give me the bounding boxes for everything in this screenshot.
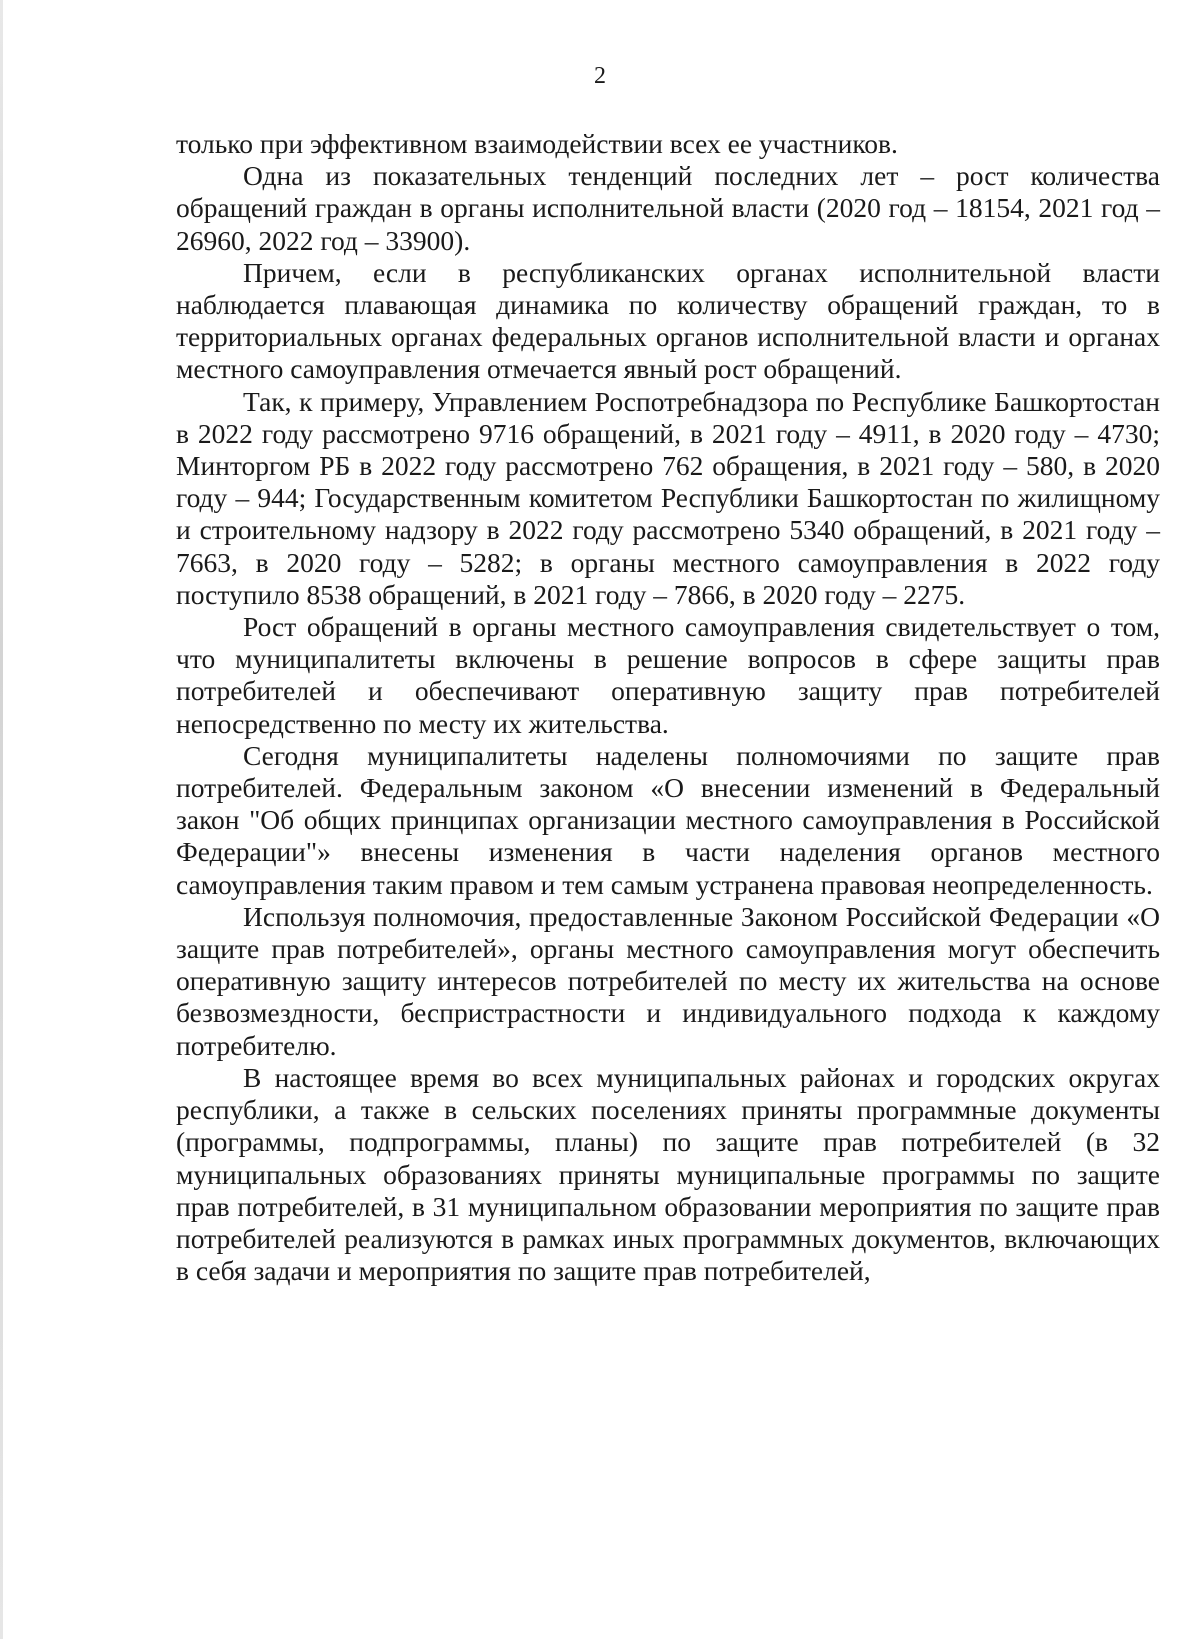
paragraph-3: Причем, если в республиканских органах исполнительной власти наблюдается плавающая динамика по количеству обращений граждан, то в территориальных органах федеральных органов исполнительной власти и органах местного самоуправления отмечается явный рост обращений.	[176, 256, 1160, 385]
paragraph-6: Сегодня муниципалитеты наделены полномочиями по защите прав потребителей. Федеральным законом «О внесении изменений в Федеральный закон "Об общих принципах организации местного самоуправления в Российской Федерации"» внесены изменения в части наделения органов местного самоуправления таким правом и тем самым устранена правовая неопределенность.	[176, 739, 1160, 900]
paragraph-1: только при эффективном взаимодействии всех ее участников.	[176, 128, 898, 159]
paragraph-7: Используя полномочия, предоставленные Законом Российской Федерации «О защите прав потребителей», органы местного самоуправления могут обеспечить оперативную защиту интересов потребителей по месту их жительства на основе безвозмездности, беспристрастности и индивидуального подхода к каждому потребителю.	[176, 900, 1160, 1061]
page-number: 2	[594, 63, 606, 89]
scan-edge-shadow	[0, 0, 3, 1639]
document-body	[176, 128, 1160, 1287]
paragraph-5: Рост обращений в органы местного самоуправления свидетельствует о том, что муниципалитеты включены в решение вопросов в сфере защиты прав потребителей и обеспечивают оперативную защиту прав потребителей непосредственно по месту их жительства.	[176, 611, 1160, 739]
paragraph-2: Одна из показательных тенденций последних лет – рост количества обращений граждан в органы исполнительной власти (2020 год – 18154, 2021 год – 26960, 2022 год – 33900).	[176, 160, 1160, 256]
paragraph-8: В настоящее время во всех муниципальных районах и городских округах республики, а также в сельских поселениях приняты программные документы (программы, подпрограммы, планы) по защите прав потребителей (в 32 муниципальных образованиях приняты муниципальные программы по защите прав потребителей, в 31 муниципальном образовании мероприятия по защите прав потребителей реализуются в рамках иных программных документов, включающих в себя задачи и мероприятия по защите прав потребителей,	[176, 1061, 1160, 1287]
paragraph-4: Так, к примеру, Управлением Роспотребнадзора по Республике Башкортостан в 2022 году рассмотрено 9716 обращений, в 2021 году – 4911, в 2020 году – 4730; Минторгом РБ в 2022 году рассмотрено 762 обращения, в 2021 году – 580, в 2020 году – 944; Государственным комитетом Республики Башкортостан по жилищному и строительному надзору в 2022 году рассмотрено 5340 обращений, в 2021 году – 7663, в 2020 году – 5282; в органы местного самоуправления в 2022 году поступило 8538 обращений, в 2021 году – 7866, в 2020 году – 2275.	[176, 385, 1160, 610]
